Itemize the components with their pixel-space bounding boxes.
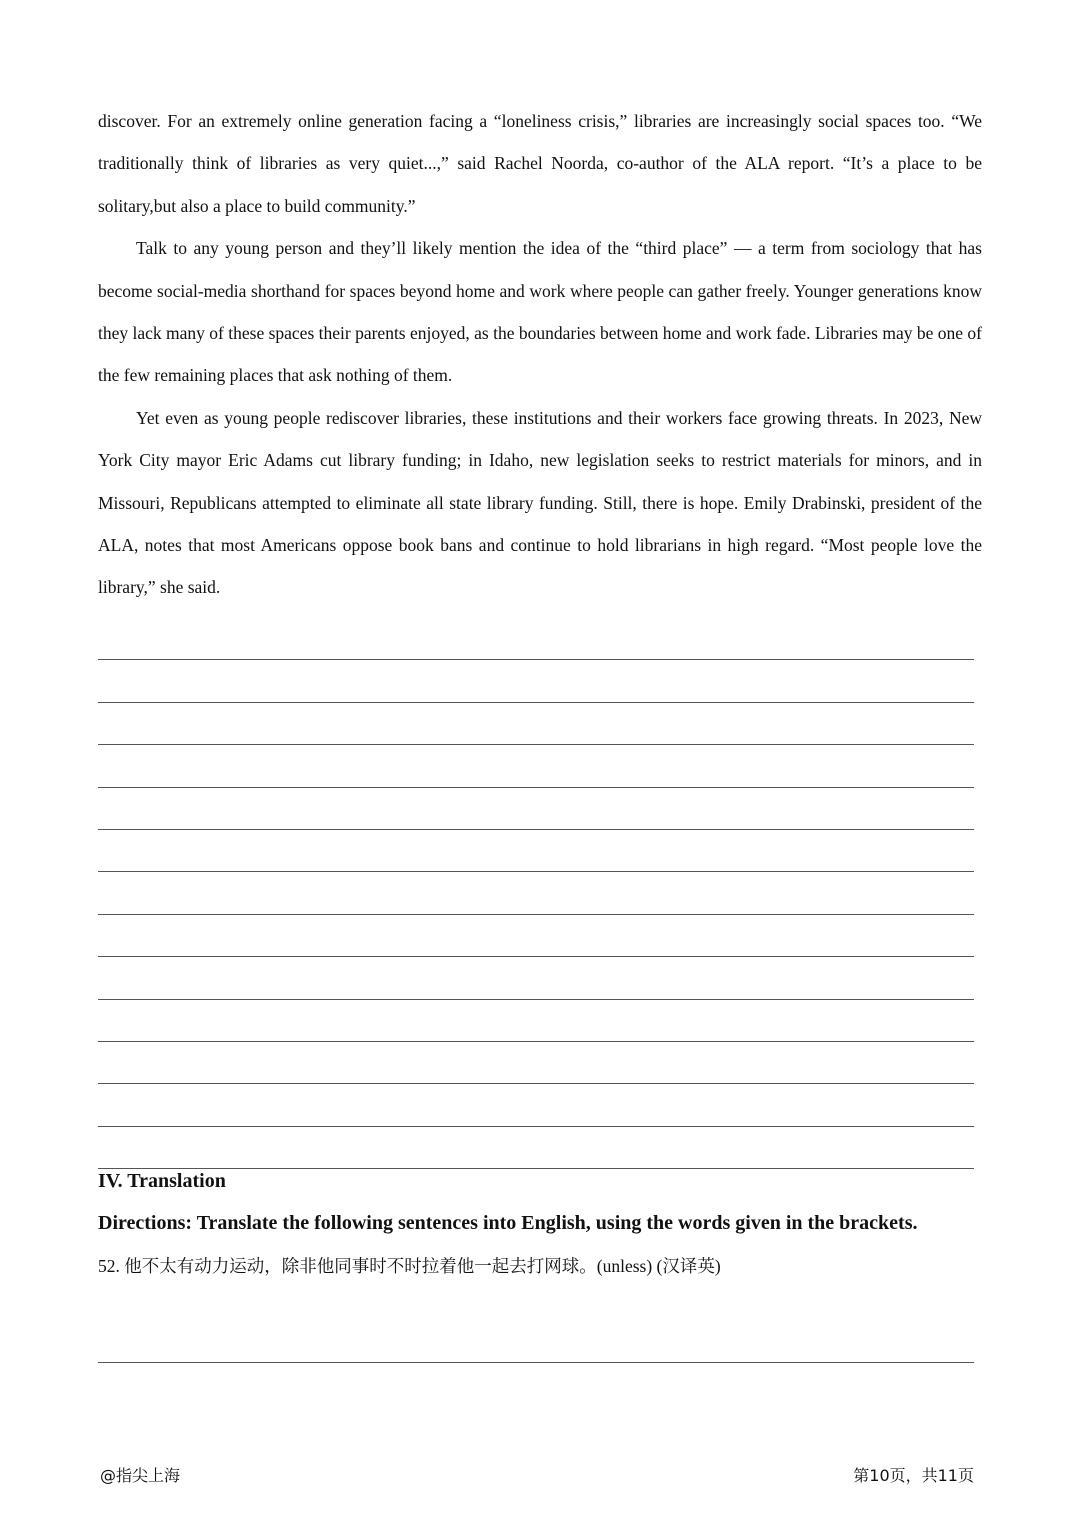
answer-line[interactable]	[98, 745, 974, 787]
answer-line[interactable]	[98, 660, 974, 702]
footer-source: @指尖上海	[100, 1466, 181, 1485]
section-directions: Directions: Translate the following sentences into English, using the words given in the brackets.	[98, 1212, 918, 1235]
passage	[98, 100, 982, 609]
paragraph-3: Yet even as young people rediscover libraries, these institutions and their workers face growing threats. In 2023, New York City mayor Eric Adams cut library funding; in Idaho, new legislation seeks to restrict materials for minors, and in Missouri, Republicans attempted to eliminate all state library funding. Still, there is hope. Emily Drabinski, president of the ALA, notes that most Americans oppose book bans and continue to hold librarians in high regard. “Most people love the library,” she said.	[98, 407, 982, 598]
paragraph-2: Talk to any young person and they’ll likely mention the idea of the “third place” — a term from sociology that has become social-media shorthand for spaces beyond home and work where people can gather freely. Younger generations know they lack many of these spaces their parents enjoyed, as the boundaries between home and work fade. Libraries may be one of the few remaining places that ask nothing of them.	[98, 238, 982, 386]
question-52-answer-line[interactable]	[98, 1342, 974, 1363]
summary-answer-area[interactable]	[98, 618, 974, 1169]
answer-line[interactable]	[98, 618, 974, 660]
answer-line[interactable]	[98, 703, 974, 745]
answer-line[interactable]	[98, 1084, 974, 1126]
question-52: 52. 他不太有动力运动，除非他同事时不时拉着他一起去打网球。(unless) (汉译英)	[98, 1255, 721, 1276]
page-number: 第10页，共11页	[853, 1466, 974, 1485]
answer-line[interactable]	[98, 830, 974, 872]
translation-section	[98, 1160, 982, 1287]
answer-line[interactable]	[98, 788, 974, 830]
section-title: IV. Translation	[98, 1170, 226, 1192]
answer-line[interactable]	[98, 957, 974, 999]
answer-line[interactable]	[98, 915, 974, 957]
paragraph-1: discover. For an extremely online generation facing a “loneliness crisis,” libraries are increasingly social spaces too. “We traditionally think of libraries as very quiet...,” said Rachel Noorda, co-author of the ALA report. “It’s a place to be solitary,but also a place to build community.”	[98, 111, 982, 216]
answer-line[interactable]	[98, 1000, 974, 1042]
answer-line[interactable]	[98, 1042, 974, 1084]
answer-line[interactable]	[98, 872, 974, 914]
